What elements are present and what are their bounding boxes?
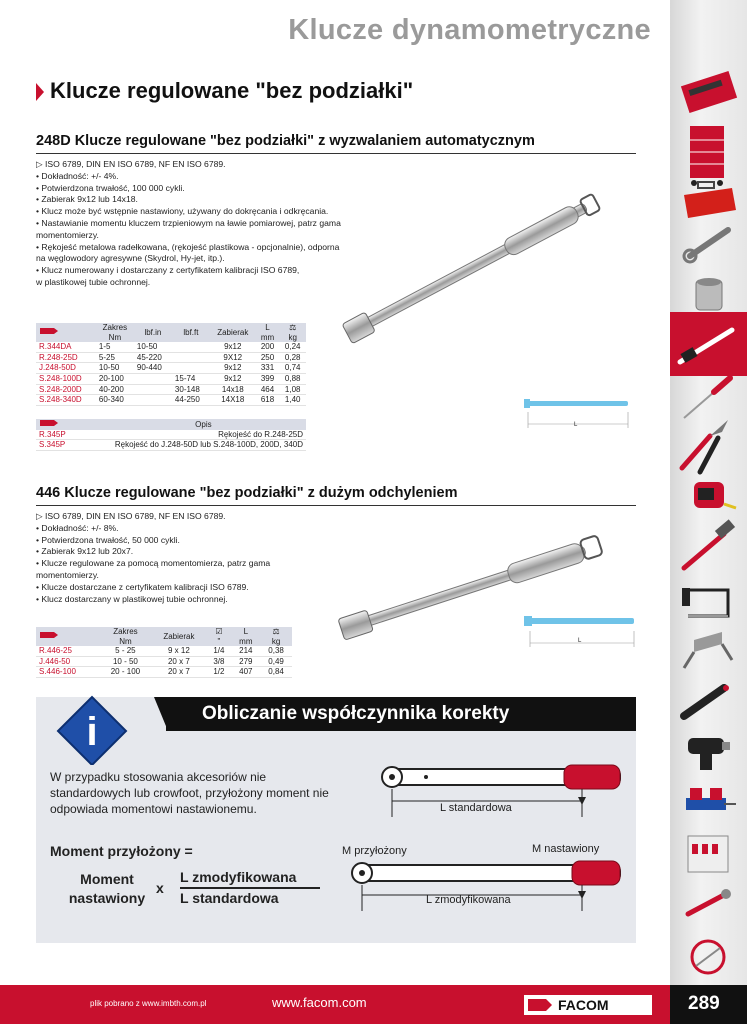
page-number: 289 (688, 993, 720, 1014)
cell-mm: 279 (239, 656, 253, 666)
divider (36, 505, 636, 506)
spec-line: • Potwierdzona trwałość, 50 000 cykli. (36, 534, 180, 545)
col-nm-label: Nm (119, 636, 132, 646)
cell-ref: S.248-340D (39, 395, 82, 405)
cell-mm: 331 (260, 363, 275, 373)
cell-zabierak: 9x12 (224, 342, 242, 352)
cell-kg: 0,38 (268, 646, 284, 656)
cell-nm: 1-5 (98, 342, 111, 352)
product-446-title: 446 Klucze regulowane "bez podziałki" z dużym odchyleniem (36, 485, 458, 501)
col-zabierak: Zabierak (163, 631, 195, 641)
spec-line: • Potwierdzona trwałość, 100 000 cykli. (36, 182, 185, 193)
cell-mm: 407 (239, 667, 253, 677)
cell-zabierak: 9X12 (223, 352, 243, 362)
cell-ref: R.248-25D (39, 352, 78, 362)
formula-multiply: x (156, 880, 164, 896)
weight-icon: ⚖ (272, 627, 280, 636)
table-row[interactable] (36, 646, 292, 656)
cell-mm: 200 (260, 342, 275, 352)
torque-wrench-248d-image (320, 178, 650, 348)
table-row[interactable] (36, 440, 306, 451)
info-text: W przypadku stosowania akcesoriów nie standardowych lub crowfoot, przyłożony moment nie odpowiada momentowi nastawionemu. (50, 770, 329, 816)
air-tool-icon[interactable] (684, 685, 729, 716)
electrical-icon[interactable] (688, 836, 728, 872)
spec-line: momentomierzy. (36, 569, 99, 580)
col-kg-label: kg (271, 636, 281, 646)
label-m-przylozony: M przyłożony (342, 845, 407, 857)
cell-desc: Rękojeść do J.248-50D lub S.248-100D, 200D, 340D (114, 440, 303, 450)
info-icon-letter: i (86, 710, 98, 754)
cell-lbfft (172, 342, 210, 352)
label-m-nastawiony: M nastawiony (532, 843, 600, 855)
product-248d-title: 248D Klucze regulowane "bez podziałki" z wyzwalaniem automatycznym (36, 133, 535, 149)
col-mm-label: mm (260, 332, 275, 342)
spec-line: • Klucz dostarczany w plastikowej tubie ochronnej. (36, 593, 228, 604)
crimp-tool-icon[interactable] (688, 889, 731, 914)
cell-mm: 464 (260, 384, 275, 394)
cell-zabierak: 14X18 (221, 395, 245, 405)
cell-nm: 10 - 50 (112, 656, 138, 666)
col-lbfin: lbf.in (144, 327, 162, 337)
cell-zabierak: 20 x 7 (167, 656, 190, 666)
cell-kg: 1,08 (284, 384, 301, 394)
table-row[interactable] (36, 656, 292, 667)
col-nm (96, 323, 134, 342)
table-row[interactable] (36, 352, 306, 363)
cell-nm: 20-100 (98, 373, 124, 383)
cell-ref: R.345P (39, 429, 66, 439)
cell-nm: 60-340 (98, 395, 124, 405)
divider (36, 153, 636, 154)
spec-line: • Dokładność: +/- 4%. (36, 170, 119, 181)
spec-line: • Zabierak 9x12 lub 14x18. (36, 194, 138, 205)
spec-line: • Dokładność: +/- 8%. (36, 522, 119, 533)
modified-length-diagram (342, 859, 632, 921)
col-nm-label: Nm (108, 332, 122, 342)
cell-zabierak: 9 x 12 (167, 646, 190, 656)
col-lbfft: lbf.ft (183, 327, 199, 337)
cell-lbfin: 90-440 (136, 363, 162, 373)
formula-numerator: L zmodyfikowana (180, 869, 297, 885)
sidebar-icons (670, 0, 747, 985)
hacksaw-icon[interactable] (682, 588, 728, 616)
cell-drive: 1/2 (213, 667, 225, 677)
cell-lbfft: 30-148 (174, 384, 200, 394)
cell-ref: J.248-50D (39, 363, 76, 373)
cell-lbfft (172, 363, 210, 374)
cell-nm: 5-25 (98, 352, 115, 362)
cell-lbfin: 45-220 (136, 352, 162, 362)
col-zakres: Zakres (113, 627, 138, 636)
spec-line: • Nastawianie momentu kluczem trzpieniowym na ławie pomiarowej, patrz gama (36, 217, 341, 228)
cell-nm: 40-200 (98, 384, 124, 394)
cell-zabierak: 9x12 (224, 373, 242, 383)
dim-l-label: L (574, 422, 578, 428)
page-title: Klucze dynamometryczne (288, 14, 651, 46)
brand-logo-icon (36, 323, 96, 342)
cell-lbfft: 15-74 (174, 373, 196, 383)
cell-ref: S.446-100 (39, 667, 76, 677)
cell-ref: S.345P (39, 440, 66, 450)
label-l-standardowa: L standardowa (440, 802, 512, 814)
col-drive (206, 627, 231, 646)
steering-wheel-icon[interactable] (692, 941, 724, 973)
cell-kg: 1,40 (284, 395, 301, 405)
cell-zabierak: 20 x 7 (167, 667, 190, 677)
roller-cabinet-icon[interactable] (690, 126, 724, 186)
table-row[interactable] (36, 384, 306, 395)
table-row[interactable] (36, 395, 306, 406)
product-248d-specs (36, 159, 366, 289)
spec-line: w plastikowej tubie ochronnej. (36, 276, 151, 287)
cell-kg: 0,28 (284, 352, 301, 362)
cell-mm: 214 (239, 646, 253, 656)
cell-nm: 20 - 100 (110, 667, 141, 677)
spec-line: • Klucze dostarczane z certyfikatem kalibracji ISO 6789. (36, 581, 249, 592)
product-248d-table (36, 323, 306, 406)
cell-kg: 0,74 (284, 363, 301, 373)
spec-line: na węglowodory agresywne (Skydrol, Hy-jet, itp.). (36, 253, 225, 264)
cell-zabierak: 14x18 (221, 384, 244, 394)
col-l-label: L (243, 627, 249, 636)
col-l (232, 627, 261, 646)
spec-line: momentomierzy. (36, 229, 99, 240)
cell-ref: S.248-100D (39, 373, 82, 383)
cell-kg: 0,84 (268, 667, 284, 677)
cell-kg: 0,49 (268, 656, 284, 666)
brand-logo-icon (36, 627, 99, 646)
wrench-icon[interactable] (684, 230, 728, 262)
formula-label: Moment przyłożony = (50, 843, 193, 859)
spec-line: ▷ ISO 6789, DIN EN ISO 6789, NF EN ISO 6789. (36, 159, 226, 169)
correction-factor-box (36, 697, 636, 943)
cell-nm: 5 - 25 (115, 646, 136, 656)
hammer-icon[interactable] (684, 519, 735, 568)
cell-lbfft (172, 352, 210, 363)
spec-line: • Klucz numerowany i dostarczany z certyfikatem kalibracji ISO 6789, (36, 265, 300, 276)
cell-drive: 3/8 (213, 656, 225, 666)
page-footer (0, 985, 747, 1024)
cell-kg: 0,24 (284, 342, 301, 352)
section-title: Klucze regulowane "bez podziałki" (50, 78, 414, 103)
cell-desc: Rękojeść do R.248-25D (218, 429, 303, 439)
formula-moment: Moment (80, 871, 134, 887)
cell-kg: 0,88 (284, 373, 301, 383)
col-kg (279, 323, 306, 342)
footer-source: plik pobrano z www.imbth.com.pl (90, 999, 207, 1008)
cell-lbfin (134, 384, 172, 395)
cell-ref: S.248-200D (39, 384, 82, 394)
standard-length-diagram (372, 761, 628, 835)
spec-line: • Klucz może być wstępnie nastawiony, używany do dokręcania i odkręcania. (36, 206, 329, 217)
table-row[interactable] (36, 667, 292, 678)
dimension-schematic-446 (522, 615, 642, 651)
col-l (256, 323, 280, 342)
col-l-label: L (265, 323, 270, 332)
impact-wrench-icon[interactable] (688, 738, 730, 770)
formula-denominator: L standardowa (180, 890, 279, 906)
table-row[interactable] (36, 430, 306, 440)
cell-ref: R.344DA (39, 342, 72, 352)
tool-chest-icon[interactable] (681, 71, 737, 113)
cell-zabierak: 9x12 (224, 363, 242, 373)
info-icon (48, 693, 146, 765)
weight-icon: ⚖ (289, 323, 297, 332)
cell-mm: 250 (260, 352, 275, 362)
pliers-icon[interactable] (682, 420, 728, 472)
col-zabierak: Zabierak (217, 327, 249, 337)
footer-url-link[interactable]: www.facom.com (272, 995, 367, 1010)
screwdriver-icon[interactable] (684, 378, 730, 418)
cell-drive: 1/4 (213, 646, 225, 656)
cell-nm: 10-50 (98, 363, 120, 373)
fraction-bar (180, 887, 320, 889)
spec-line: • Klucze regulowane za pomocą momentomierza, patrz gama (36, 558, 271, 569)
spec-line: ▷ ISO 6789, DIN EN ISO 6789, NF EN ISO 6789. (36, 511, 226, 521)
category-sidebar (670, 0, 747, 985)
cell-mm: 399 (260, 373, 275, 383)
dimension-schematic-248d (522, 398, 638, 432)
puller-icon[interactable] (684, 632, 732, 668)
product-446-specs (36, 511, 366, 605)
cell-lbfft: 44-250 (174, 395, 200, 405)
table-row[interactable] (36, 342, 306, 352)
facom-logo (524, 995, 652, 1015)
col-zakres: Zakres (102, 323, 128, 332)
tape-measure-icon[interactable] (694, 482, 736, 508)
col-deg-label: " (217, 636, 221, 646)
product-446-table (36, 627, 292, 678)
facom-logo-text: FACOM (558, 997, 609, 1013)
table-row[interactable] (36, 363, 306, 374)
info-title: Obliczanie współczynnika korekty (202, 703, 510, 724)
cell-lbfin (134, 373, 172, 384)
cell-lbfin (134, 395, 172, 406)
vise-icon[interactable] (686, 788, 736, 810)
table-row[interactable] (36, 373, 306, 384)
spec-line: • Rękojeść metalowa radełkowana, (rękojeść plastikowa - opcjonalnie), odporna (36, 241, 340, 252)
label-l-zmodyfikowana: L zmodyfikowana (426, 894, 511, 906)
cell-lbfin: 10-50 (136, 342, 158, 352)
formula-nastawiony: nastawiony (68, 890, 146, 906)
col-nm (99, 627, 151, 646)
cell-ref: R.446-25 (39, 646, 72, 656)
socket-icon[interactable] (696, 278, 722, 310)
col-kg-label: kg (288, 332, 297, 342)
dim-l-label: L (578, 638, 582, 644)
col-opis: Opis (195, 419, 212, 429)
col-kg (260, 627, 292, 646)
product-248d-accessories (36, 419, 306, 451)
brand-logo-icon (36, 419, 101, 430)
spec-line: • Zabierak 9x12 lub 20x7. (36, 546, 134, 557)
toolbox-icon[interactable] (684, 182, 736, 218)
drive-square-icon: ☑ (215, 627, 223, 636)
col-mm-label: mm (239, 636, 253, 646)
cell-mm: 618 (260, 395, 275, 405)
cell-ref: J.446-50 (39, 656, 71, 666)
torque-wrench-icon[interactable] (680, 330, 732, 363)
